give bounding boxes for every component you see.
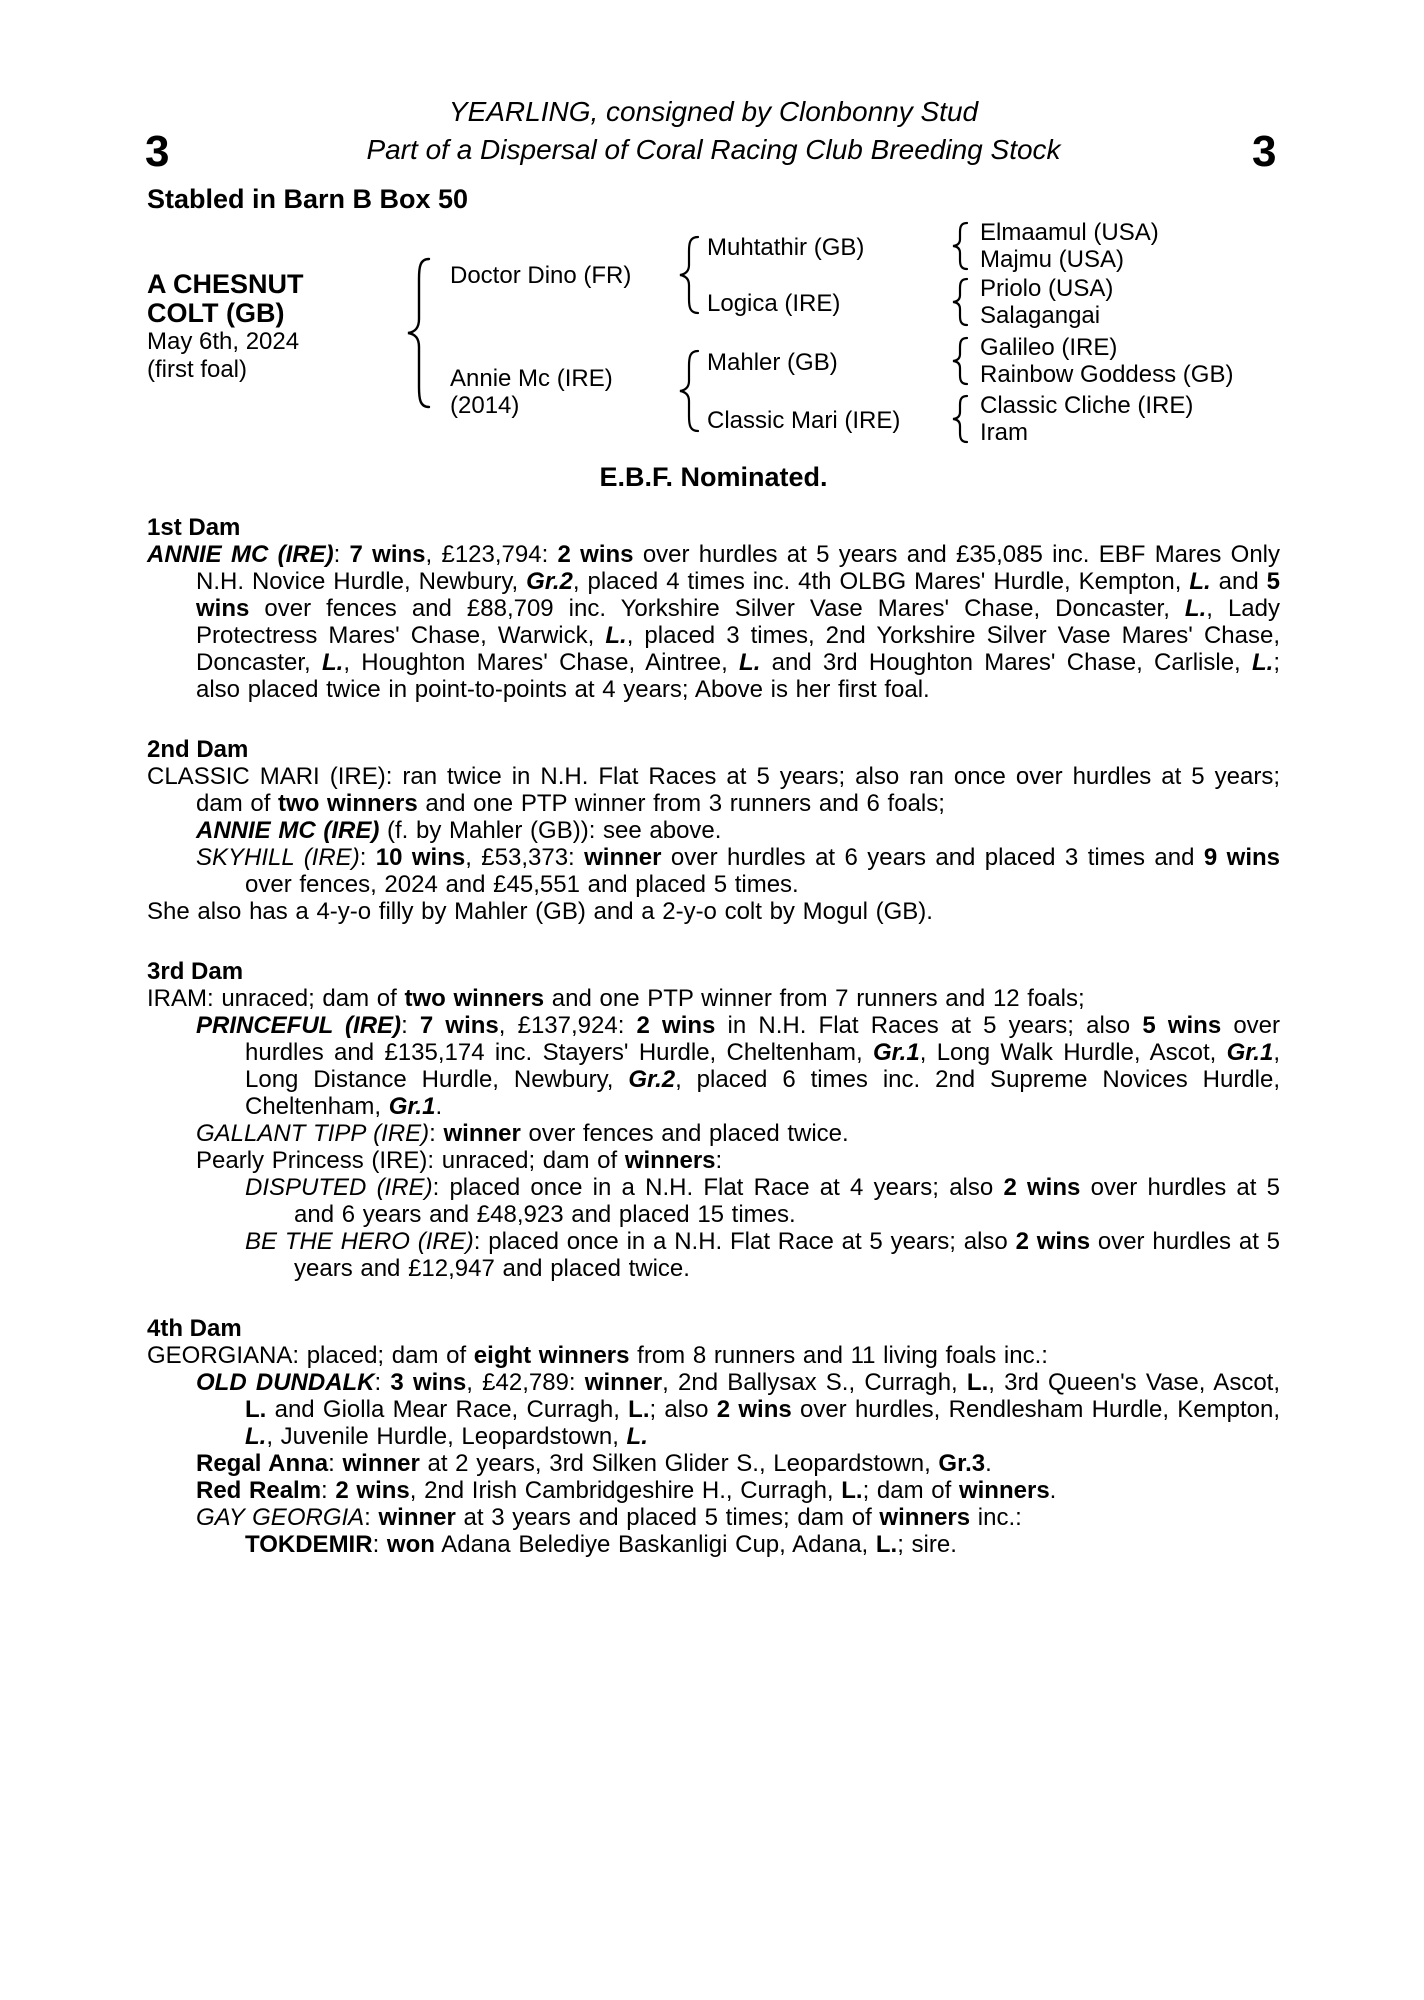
text-segment: TOKDEMIR [245,1531,373,1558]
text-segment: and one PTP winner from 7 runners and 12 foals; [544,985,1085,1012]
text-segment: Gr.1 [388,1093,436,1120]
text-segment: L. [321,649,344,676]
text-segment: : [333,541,350,568]
text-segment: L. [245,1423,267,1450]
sire-sire-name: Muhtathir (GB) [707,234,865,261]
text-segment: ; sire. [897,1531,957,1558]
text-segment: Gr.2 [628,1066,676,1093]
stabled-location: Stabled in Barn B Box 50 [147,184,469,214]
produce-sections [147,514,1280,1558]
text-segment: over fences, 2024 and £45,551 and placed 5 times. [245,871,799,898]
text-segment: 2 wins [716,1396,792,1423]
text-segment: : [374,1369,391,1396]
dam-dam-name: Classic Mari (IRE) [707,407,901,434]
subject-foal-date: May 6th, 2024 [147,328,300,355]
great-grandsire-1: Elmaamul (USA) [980,219,1159,246]
text-segment: Adana Belediye Baskanligi Cup, Adana, [434,1531,876,1558]
text-segment: over hurdles at 5 years and £12,947 and placed twice. [294,1228,1281,1282]
text-segment: two winners [278,790,418,817]
text-segment: Pearly Princess (IRE): unraced; dam of [196,1147,625,1174]
dam-section-heading: 1st Dam [147,514,241,541]
pedigree-paragraph [147,1477,1280,1504]
text-segment: , £137,924: [498,1012,637,1039]
text-segment: : placed once in a N.H. Flat Race at 5 years; also [473,1228,1016,1255]
text-segment: winner [342,1450,420,1477]
text-segment: DISPUTED (IRE) [245,1174,433,1201]
text-segment: Regal Anna [196,1450,329,1477]
pedigree-paragraph [147,1504,1280,1531]
text-segment: 2 wins [1003,1174,1081,1201]
text-segment: CLASSIC MARI (IRE): ran twice in N.H. Flat Races at 5 years; also ran once over hurdles at 5 years; dam of [147,763,1280,817]
great-grandsire-4: Classic Cliche (IRE) [980,392,1194,419]
text-segment: , Juvenile Hurdle, Leopardstown, [266,1423,627,1450]
text-segment: , £123,794: [425,541,558,568]
text-segment: Gr.1 [872,1039,920,1066]
great-granddam-1: Majmu (USA) [980,246,1125,273]
text-segment: Gr.2 [526,568,573,595]
text-segment: over fences and £88,709 inc. Yorkshire Silver Vase Mares' Chase, Doncaster, [249,595,1185,622]
text-segment: Gr.1 [1226,1039,1274,1066]
consignor-line: YEARLING, consigned by Clonbonny Stud [448,96,979,127]
text-segment: over hurdles and £135,174 inc. Stayers' Hurdle, Cheltenham, [245,1012,1281,1066]
text-segment: and [1210,568,1267,595]
text-segment: L. [1184,595,1207,622]
text-segment: winner [443,1120,521,1147]
text-segment: 2 wins [636,1012,716,1039]
pedigree-paragraph [147,1369,1280,1450]
text-segment: She also has a 4-y-o filly by Mahler (GB) and a 2-y-o colt by Mogul (GB). [147,898,933,925]
text-segment: L. [628,1396,650,1423]
pedigree-paragraph [147,763,1280,817]
sire-name: Doctor Dino (FR) [450,262,632,289]
text-segment: 3 wins [390,1369,467,1396]
text-segment: GALLANT TIPP (IRE) [196,1120,430,1147]
text-segment: (f. by Mahler (GB)): see above. [379,817,722,844]
text-segment: 10 wins [375,844,466,871]
dam-section-heading: 3rd Dam [147,958,244,985]
text-segment: BE THE HERO (IRE) [245,1228,474,1255]
text-segment: GAY GEORGIA [196,1504,365,1531]
text-segment: L. [739,649,761,676]
lot-number-right: 3 [1252,127,1277,176]
text-segment: inc.: [970,1504,1022,1531]
text-segment: GEORGIANA: placed; dam of [147,1342,474,1369]
text-segment: , Long Walk Hurdle, Ascot, [919,1039,1227,1066]
text-segment: 2 wins [335,1477,410,1504]
text-segment: 7 wins [419,1012,499,1039]
great-granddam-3: Rainbow Goddess (GB) [980,361,1234,388]
text-segment: L. [245,1396,267,1423]
text-segment: in N.H. Flat Races at 5 years; also [715,1012,1143,1039]
text-segment: : [328,1450,343,1477]
text-segment: 9 wins [1203,844,1280,871]
text-segment: 5 wins [196,568,1280,622]
text-segment: L. [966,1369,989,1396]
dam-name: Annie Mc (IRE) [450,365,613,392]
text-segment: 2 wins [557,541,634,568]
text-segment: , placed 3 times, 2nd Yorkshire Silver Vase Mares' Chase, Doncaster, [196,622,1280,676]
dam-section [147,514,1280,703]
text-segment: , 3rd Queen's Vase, Ascot, [988,1369,1280,1396]
pedigree-paragraph [147,1450,1280,1477]
pedigree-brace-gp2 [951,277,969,327]
pedigree-brace-gp3 [951,336,969,386]
text-segment: winner [584,844,662,871]
text-segment: winners [958,1477,1050,1504]
text-segment: : [429,1120,444,1147]
text-segment: Gr.3 [938,1450,986,1477]
text-segment: SKYHILL (IRE) [196,844,360,871]
text-segment: won [386,1531,435,1558]
text-segment: OLD DUNDALK [196,1369,375,1396]
text-segment: eight winners [473,1342,630,1369]
pedigree-paragraph [147,844,1280,898]
text-segment: 2 wins [1015,1228,1091,1255]
text-segment: . [985,1450,992,1477]
text-segment: : [359,844,376,871]
text-segment: L. [875,1531,898,1558]
text-segment: : [401,1012,420,1039]
subject-name-line1: A CHESNUT [147,269,304,299]
pedigree-paragraph [147,985,1280,1012]
text-segment: at 3 years and placed 5 times; dam of [455,1504,880,1531]
great-grandsire-3: Galileo (IRE) [980,334,1118,361]
text-segment: L. [1251,649,1274,676]
text-segment: PRINCEFUL (IRE) [196,1012,402,1039]
text-segment: two winners [404,985,545,1012]
text-segment: , Long Distance Hurdle, Newbury, [245,1039,1280,1093]
great-grandsire-2: Priolo (USA) [980,275,1114,302]
text-segment: and 3rd Houghton Mares' Chase, Carlisle, [760,649,1252,676]
text-segment: winners [879,1504,971,1531]
text-segment: , Lady Protectress Mares' Chase, Warwick, [196,595,1280,649]
text-segment: over hurdles at 5 and 6 years and £48,923 and placed 15 times. [294,1174,1281,1228]
text-segment: ; also placed twice in point-to-points at 4 years; Above is her first foal. [196,649,1280,703]
text-segment: ANNIE MC (IRE) [196,817,380,844]
text-segment: over hurdles, Rendlesham Hurdle, Kempton, [791,1396,1280,1423]
subject-name-line2: COLT (GB) [147,298,285,328]
subject-note: (first foal) [147,356,248,383]
pedigree-brace-gp4 [951,394,969,444]
text-segment: ; dam of [862,1477,959,1504]
text-segment: winners [624,1147,716,1174]
dam-section [147,736,1280,925]
text-segment: L. [626,1423,648,1450]
text-segment: ANNIE MC (IRE) [147,541,334,568]
pedigree-paragraph [147,541,1280,703]
pedigree-paragraph [147,1147,1280,1174]
text-segment: 5 wins [1142,1012,1222,1039]
text-segment: 7 wins [349,541,426,568]
pedigree-brace-main [405,257,431,409]
text-segment: . [1049,1477,1057,1504]
pedigree-brace-dam [678,349,700,433]
text-segment: : placed once in a N.H. Flat Race at 4 years; also [432,1174,1004,1201]
text-segment: : [715,1147,723,1174]
text-segment: winner [378,1504,456,1531]
pedigree-paragraph [147,1012,1280,1120]
text-segment: , 2nd Irish Cambridgeshire H., Curragh, [409,1477,842,1504]
text-segment: L. [605,622,627,649]
pedigree-brace-gp1 [951,221,969,271]
text-segment: and one PTP winner from 3 runners and 6 foals; [417,790,945,817]
text-segment: . [435,1093,443,1120]
pedigree-paragraph [147,1120,1280,1147]
ebf-nominated: E.B.F. Nominated. [599,462,828,492]
text-segment: winner [584,1369,663,1396]
dam-section-heading: 2nd Dam [147,736,249,763]
text-segment: over hurdles at 6 years and placed 3 times and [661,844,1204,871]
text-segment: L. [1189,568,1211,595]
text-segment: , 2nd Ballysax S., Curragh, [662,1369,967,1396]
text-segment: IRAM: unraced; dam of [147,985,405,1012]
text-segment: and Giolla Mear Race, Curragh, [266,1396,629,1423]
dam-sire-name: Mahler (GB) [707,349,838,376]
text-segment: over hurdles at 5 years and £35,085 inc. EBF Mares Only N.H. Novice Hurdle, Newbury, [196,541,1281,595]
pedigree-paragraph [147,1531,1280,1558]
lot-number-left: 3 [145,127,170,176]
text-segment: over fences and placed twice. [520,1120,849,1147]
subject-block [147,270,417,384]
dam-section-heading: 4th Dam [147,1315,242,1342]
pedigree-brace-sire [678,235,700,315]
text-segment: : [321,1477,336,1504]
text-segment: ; also [649,1396,717,1423]
dispersal-line: Part of a Dispersal of Coral Racing Club Breeding Stock [366,134,1061,165]
text-segment: , Houghton Mares' Chase, Aintree, [343,649,740,676]
dam-year: (2014) [450,392,520,419]
pedigree-paragraph [147,898,1280,925]
text-segment: , £42,789: [466,1369,585,1396]
text-segment: , placed 4 times inc. 4th OLBG Mares' Hurdle, Kempton, [572,568,1190,595]
text-segment: at 2 years, 3rd Silken Glider S., Leopardstown, [419,1450,939,1477]
text-segment: : [372,1531,387,1558]
dam-section [147,958,1280,1282]
pedigree-paragraph [147,1174,1280,1228]
dam-section [147,1315,1280,1558]
pedigree-paragraph [147,1228,1280,1282]
pedigree-paragraph [147,1342,1280,1369]
great-granddam-4: Iram [980,419,1028,446]
text-segment: Red Realm [196,1477,322,1504]
great-granddam-2: Salagangai [980,302,1101,329]
sire-dam-name: Logica (IRE) [707,290,841,317]
text-segment: , placed 6 times inc. 2nd Supreme Novices Hurdle, Cheltenham, [245,1066,1281,1120]
text-segment: L. [841,1477,863,1504]
text-segment: , £53,373: [465,844,585,871]
text-segment: from 8 runners and 11 living foals inc.: [629,1342,1048,1369]
text-segment: : [364,1504,379,1531]
pedigree-paragraph [147,817,1280,844]
